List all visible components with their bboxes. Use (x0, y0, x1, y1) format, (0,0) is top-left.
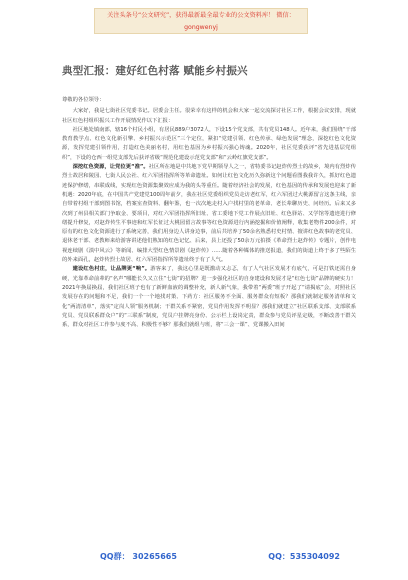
paragraph-overview (62, 126, 356, 163)
footer-contact (100, 551, 340, 562)
paragraph-text: 游客来了，我这心里是既激动又忐忑，有了人气社区发展才有底气，可是打铁还需自身硬，光靠革命前辈的“名声”哪能长久又立住“七街”的招牌？进一步强化社区的自身建设和发展才是“红色七街”品牌的硬实力！2021年换届换届，我们社区班子也有了新鲜血液的调整补充，新人新气象，我带着“两委”班子开起了“请揭底”会，对照社区发展存在的问题和不足，我们一个一个地找对策、下药方：社区服务不全面、服务群众有短板？那我们就制定服务清单和文化“两清清单”，落实“定岗人领”服务机制；干群关系不紧密，党员作用发挥不明显？那我们就建立“社区联系支部、支部联系党员、党员联系群众户”的“三联系”制度，党员户挂牌亮身份、公示栏上设岗定责，群众参与党员评星定级，不断改善干群关系，群众对社区工作参与度不高、积极性不够？那我们就组与班，将“三会一课”、党课搬入田间 (62, 266, 356, 329)
paragraph-text: 社区所在地是中共地下党早期领导人之一，省特委书记赵炸传烈士的故乡，境内有烈炸传烈士故居和陵园、七街人民公社、红六军团指挥所等革命遗址。如何让红色文化历久弥新这个问题看图我我许久，抓好红色遗迹保护修缮，串联成线，实现红色资源集聚效应成为我的头等重任。随着经济社会的发展，红色基因的传承和发展也迎来了新机遇：2020年底，在中国共产党建党100周年前夕，我在社区党委组织党员走访老红军，红六军团过大桃源留言这条主线，亲自带着村组干部到图书馆，档案室查资料、翻年鉴，也一次次地走村入户找村里的老革命、老长辈聊历史、问经历。后来又多次到了州县相关部门争取金、要项目，对红六军团指挥所旧址、省工委地下党工作展点旧址、红色驿站、又学馆等遗迹进行修缮提升修复，对赵炸传生平事迹和红军长征过大桃园留言故事等红色资源进行内涵挖掘和价值阐释，收集老物件200余件，对原有的红色文化资源进行了系统完善，我们用身边人讲身边事，前后共培养了50余名熟悉村史村情、擅讲红色故事的老党员、退休老干部、老教师来给游客讲述他们熟知的红色记忆、后来，县上还投了50余万元拍摄《革命烈士赵炸传》专题片，创作电视连续剧《滇中风云》等新闻、编排大型红色情景剧《赵炸传》……随着各种媒体的推送报道，我们的街道上终于多了些陌生的外来面孔，赵炸传烈士故居、红六军团指挥所等遗址终于有了人气。 (62, 164, 356, 264)
document-title: 典型汇报：建好红色村落 赋能乡村振兴 (62, 65, 248, 77)
paragraph-section-2 (62, 265, 356, 330)
salutation-text: 尊敬的各位领导： (62, 97, 105, 103)
paragraph-intro (62, 107, 356, 126)
footer-qq-contact: QQ：535304092 (268, 552, 340, 561)
promo-banner-text: 关注头条号“公文研究”，获得最新最全最专业的公文资料库！ 微信：gongwenyj (107, 12, 295, 31)
paragraph-text: 大家好，我是七街社区党委书记。居委会主任。很荣幸有这样的机会和大家一起交流探讨社区工作，根据会议安排，现就社区红色村组织振兴工作开展情况作以下汇报： (62, 108, 356, 124)
document-body (62, 96, 356, 544)
section-heading: 建设红色村庄，让品牌更“响”。 (72, 266, 151, 273)
salutation (62, 96, 356, 105)
paragraph-section-1 (62, 163, 356, 265)
paragraph-text: 社区地处镇南部，辖16个村民小组，有居民889户3072人，下设15个党支部，共有党员148人。近年来，我们围绕“干部教育教学点、红色文化新引擎、乡村振兴示范区”三个定位，紧扣“党建引领、红色传承、绿色发展”理念，深挖红色文化资源，发挥党建引领作用，打造红色美丽名村，用红色基因为乡村振兴强心铸魂。2020年，社区党委获评“省先进基层党组织”，下设的仓西一组党支部先后获评省级“规范化建设示范党支部”和“云岭红旗党支部”。 (62, 126, 356, 161)
section-heading: 深挖红色资源，让党位更“准”。 (72, 164, 149, 171)
promo-banner (94, 8, 308, 34)
footer-qq-group: QQ群： 30265665 (100, 552, 177, 561)
